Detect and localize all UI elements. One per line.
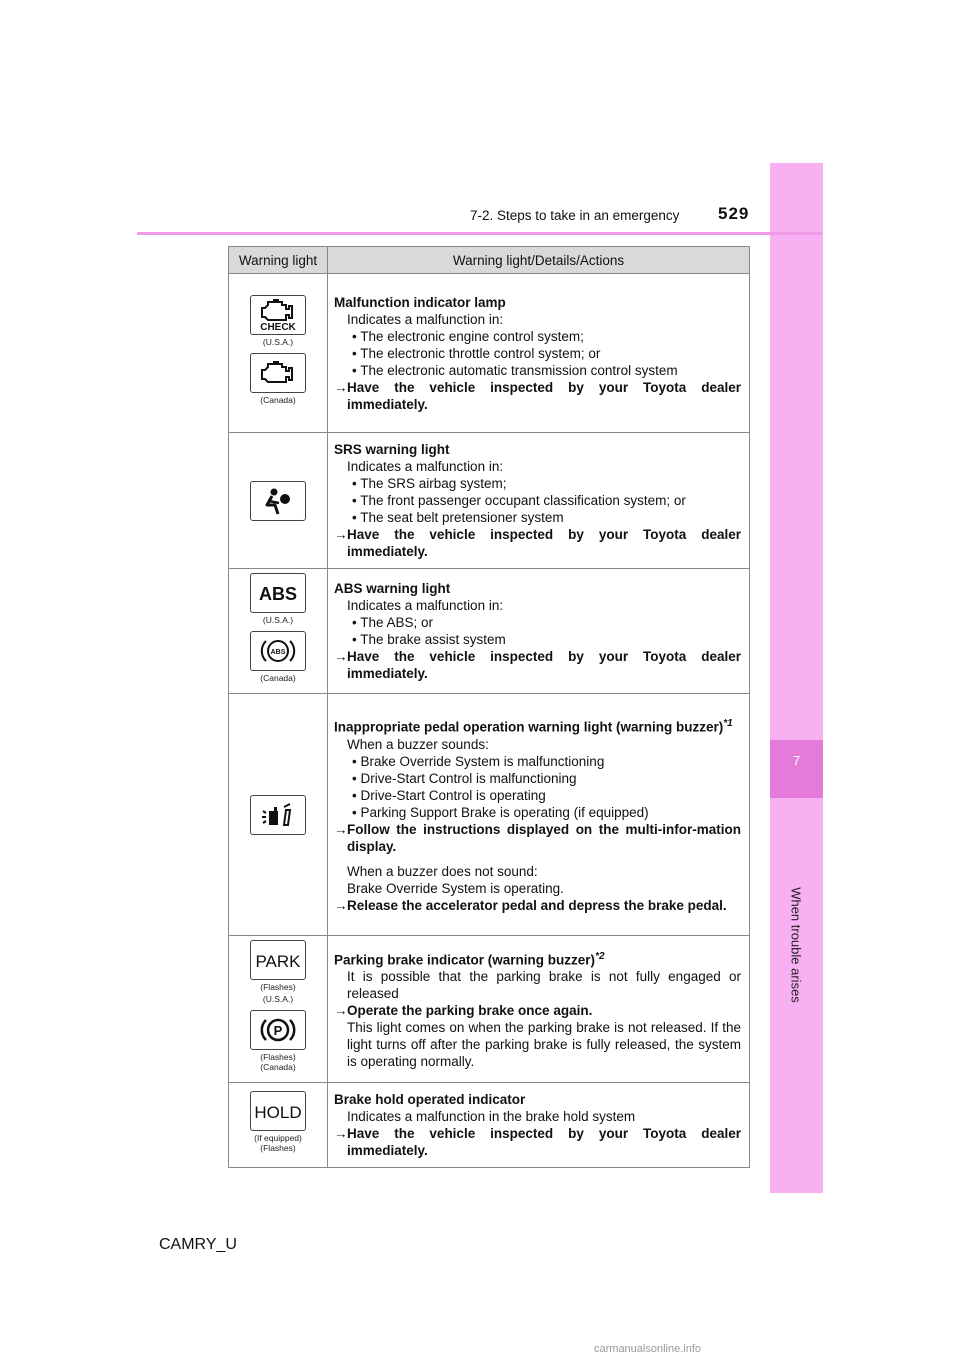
chapter-side-tab [770,163,823,1193]
chapter-number: 7 [792,753,801,768]
arrow-icon: → [334,649,348,664]
warning-intro: Indicates a malfunction in: [347,598,504,613]
icon-region-note: (Canada) [260,1062,296,1072]
check-engine-icon [250,295,306,335]
action-instruction: → Have the vehicle inspected by your Toyota dealer immediately. [334,1126,741,1158]
warning-light-cell [229,433,328,569]
arrow-icon: → [334,527,348,542]
details-cell [328,433,750,569]
bullet-item: • The seat belt pretensioner system [352,510,564,525]
table-row [229,433,750,569]
warning-intro: When a buzzer sounds: [347,736,489,752]
warning-title: Malfunction indicator lamp [334,294,506,310]
icon-flash-note: (Flashes) [260,1052,296,1062]
table-row [229,1083,750,1168]
icon-region-note: (Canada) [260,395,296,405]
warning-light-cell [229,936,328,1083]
arrow-icon: → [334,821,348,837]
arrow-icon: → [334,1003,348,1019]
chapter-title: When trouble arises [788,887,804,1003]
svg-text:P: P [273,1023,283,1038]
footer-model-code: CAMRY_U [159,1236,237,1253]
bullet-item: • The electronic throttle control system; or [352,345,601,361]
action-instruction: → Have the vehicle inspected by your Toyota dealer immediately. [334,379,741,412]
svg-text:HOLD: HOLD [254,1103,302,1122]
warning-text: This light comes on when the parking brake is not released. If the light turns off after the parking brake is fully released, the system is operating normally. [347,1020,741,1070]
arrow-icon: → [334,897,348,913]
bullet-item: • Drive-Start Control is malfunctioning [352,770,577,786]
bullet-item: • Drive-Start Control is operating [352,787,546,803]
svg-text:CHECK: CHECK [260,322,296,332]
warning-title: SRS warning light [334,442,450,457]
arrow-icon: → [334,379,348,395]
svg-text:ABS: ABS [258,584,298,604]
warning-light-cell [229,1083,328,1168]
bullet-item: • The electronic automatic transmission control system [352,362,678,378]
warning-intro: It is possible that the parking brake is not fully engaged or released [347,969,741,1002]
icon-region-note: (U.S.A.) [262,615,294,625]
warning-light-cell [229,694,328,936]
bullet-item: • The front passenger occupant classification system; or [352,493,686,508]
warning-intro: Indicates a malfunction in: [347,311,504,327]
action-instruction: → Follow the instructions displayed on the multi-infor-mation display. [334,821,741,854]
engine-icon [250,353,306,393]
watermark: carmanualsonline.info [594,1343,702,1355]
warning-light-cell [229,274,328,433]
chapter-number-tab [770,740,823,798]
action-instruction: → Operate the parking brake once again. [334,1003,593,1019]
warning-text: Brake Override System is operating. [347,880,564,896]
warning-title: Brake hold operated indicator [334,1092,526,1107]
section-title: 7-2. Steps to take in an emergency [470,208,680,223]
bullet-item: • The electronic engine control system; [352,328,584,344]
svg-text:ABS: ABS [270,649,286,656]
icon-region-note: (U.S.A.) [262,994,294,1004]
icon-region-note: (Canada) [260,673,296,683]
details-cell [328,936,750,1083]
icon-flash-note: (Flashes) [260,1143,296,1153]
warning-title: ABS warning light [334,581,451,596]
warning-intro: Indicates a malfunction in the brake hold system [347,1109,636,1124]
table-row [229,694,750,936]
warning-title: Inappropriate pedal operation warning light (warning buzzer)$^{*1}$ [334,718,733,735]
details-cell [328,569,750,694]
park-icon [250,940,306,980]
pedal-operation-icon [250,795,306,835]
icon-equipped-note: (If equipped) [254,1133,302,1143]
hold-icon [250,1091,306,1131]
warning-intro: Indicates a malfunction in: [347,459,504,474]
abs-icon [250,573,306,613]
arrow-icon: → [334,1126,348,1141]
srs-airbag-icon [250,481,306,521]
action-instruction: → Have the vehicle inspected by your Toyota dealer immediately. [334,649,741,681]
action-instruction: → Have the vehicle inspected by your Toyota dealer immediately. [334,527,741,559]
icon-region-note: (U.S.A.) [262,337,294,347]
icon-flash-note: (Flashes) [260,982,296,992]
bullet-item: • The ABS; or [352,615,434,630]
bullet-item: • Brake Override System is malfunctioning [352,753,605,769]
bullet-item: • The SRS airbag system; [352,476,507,491]
abs-circle-icon [250,631,306,671]
warning-intro: When a buzzer does not sound: [347,863,538,879]
warning-light-cell [229,569,328,694]
details-cell [328,1083,750,1168]
svg-text:PARK: PARK [255,952,301,971]
bullet-item: • Parking Support Brake is operating (if equipped) [352,804,649,820]
action-instruction: → Release the accelerator pedal and depress the brake pedal. [334,897,727,913]
warning-lights-table [228,246,750,1168]
column-header-warning-light: Warning light [229,247,328,274]
details-cell [328,694,750,936]
warning-title: Parking brake indicator (warning buzzer)$^{*2}$ [334,950,605,968]
table-header-row [229,247,750,274]
header-rule [137,232,822,235]
parking-p-icon [250,1010,306,1050]
bullet-item: • The brake assist system [352,632,506,647]
details-cell [328,274,750,433]
page-number: 529 [718,204,750,223]
column-header-details: Warning light/Details/Actions [328,247,750,274]
table-row [229,936,750,1083]
table-row [229,274,750,433]
table-row [229,569,750,694]
